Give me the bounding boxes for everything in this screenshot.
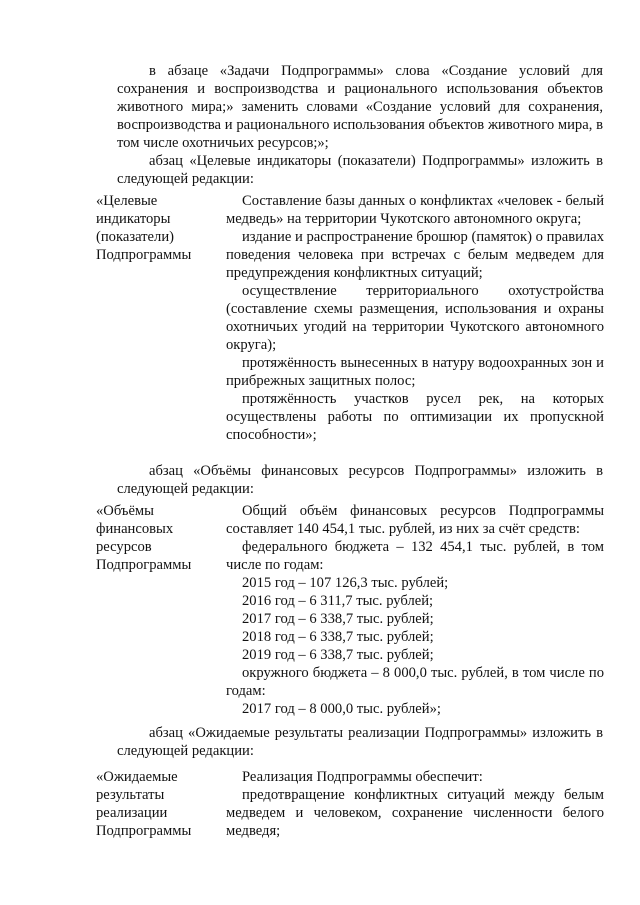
finance-item: 2017 год – 8 000,0 тыс. рублей»; [242, 701, 441, 717]
finance-item: 2018 год – 6 338,7 тыс. рублей; [242, 629, 434, 645]
paragraph-finance-intro: абзац «Объёмы финансовых ресурсов Подпрограммы» изложить в следующей редакции: [117, 463, 603, 497]
indicators-label: «Целевые индикаторы (показатели) Подпрограммы [96, 193, 192, 263]
finance-item: 2015 год – 107 126,3 тыс. рублей; [242, 575, 449, 591]
indicator-item: осуществление территориального охотустройства (составление схемы размещения, использования и охраны охотничьих угодий на территории Чукотского автономного округа); [226, 283, 604, 353]
results-item: предотвращение конфликтных ситуаций между белым медведем и человеком, сохранение численности белого медведя; [226, 787, 604, 839]
results-item: Реализация Подпрограммы обеспечит: [242, 769, 483, 785]
indicator-item: издание и распространение брошюр (памяток) о правилах поведения человека при встречах с белым медведем для предупреждения конфликтных ситуаций; [226, 229, 604, 281]
indicator-item: Составление базы данных о конфликтах «человек - белый медведь» на территории Чукотского автономного округа; [226, 193, 604, 227]
paragraph-tasks: в абзаце «Задачи Подпрограммы» слова «Создание условий для сохранения и воспроизводства и рационального использования объектов животного мира;» заменить словами «Создание условий для сохранения, воспроизводства и рационального использования объектов животного мира, в том числе охотничьих ресурсов;»; [117, 63, 603, 151]
finance-item: окружного бюджета – 8 000,0 тыс. рублей, в том числе по годам: [226, 665, 604, 699]
indicator-item: протяжённость вынесенных в натуру водоохранных зон и прибрежных защитных полос; [226, 355, 604, 389]
paragraph-results-intro: абзац «Ожидаемые результаты реализации Подпрограммы» изложить в следующей редакции: [117, 725, 603, 759]
finance-label: «Объёмы финансовых ресурсов Подпрограммы [96, 503, 192, 573]
finance-content [226, 502, 604, 718]
paragraph-indicators-intro: абзац «Целевые индикаторы (показатели) Подпрограммы» изложить в следующей редакции: [117, 153, 603, 187]
finance-item: 2019 год – 6 338,7 тыс. рублей; [242, 647, 434, 663]
finance-item: федерального бюджета – 132 454,1 тыс. рублей, в том числе по годам: [226, 539, 604, 573]
finance-item: 2016 год – 6 311,7 тыс. рублей; [242, 593, 434, 609]
indicator-item: протяжённость участков русел рек, на которых осуществлены работы по оптимизации их пропускной способности»; [226, 391, 604, 443]
results-content [226, 768, 604, 840]
finance-item: 2017 год – 6 338,7 тыс. рублей; [242, 611, 434, 627]
indicators-content [226, 192, 604, 444]
finance-item: Общий объём финансовых ресурсов Подпрограммы составляет 140 454,1 тыс. рублей, из них за счёт средств: [226, 503, 604, 537]
results-label: «Ожидаемые результаты реализации Подпрограммы [96, 769, 192, 839]
